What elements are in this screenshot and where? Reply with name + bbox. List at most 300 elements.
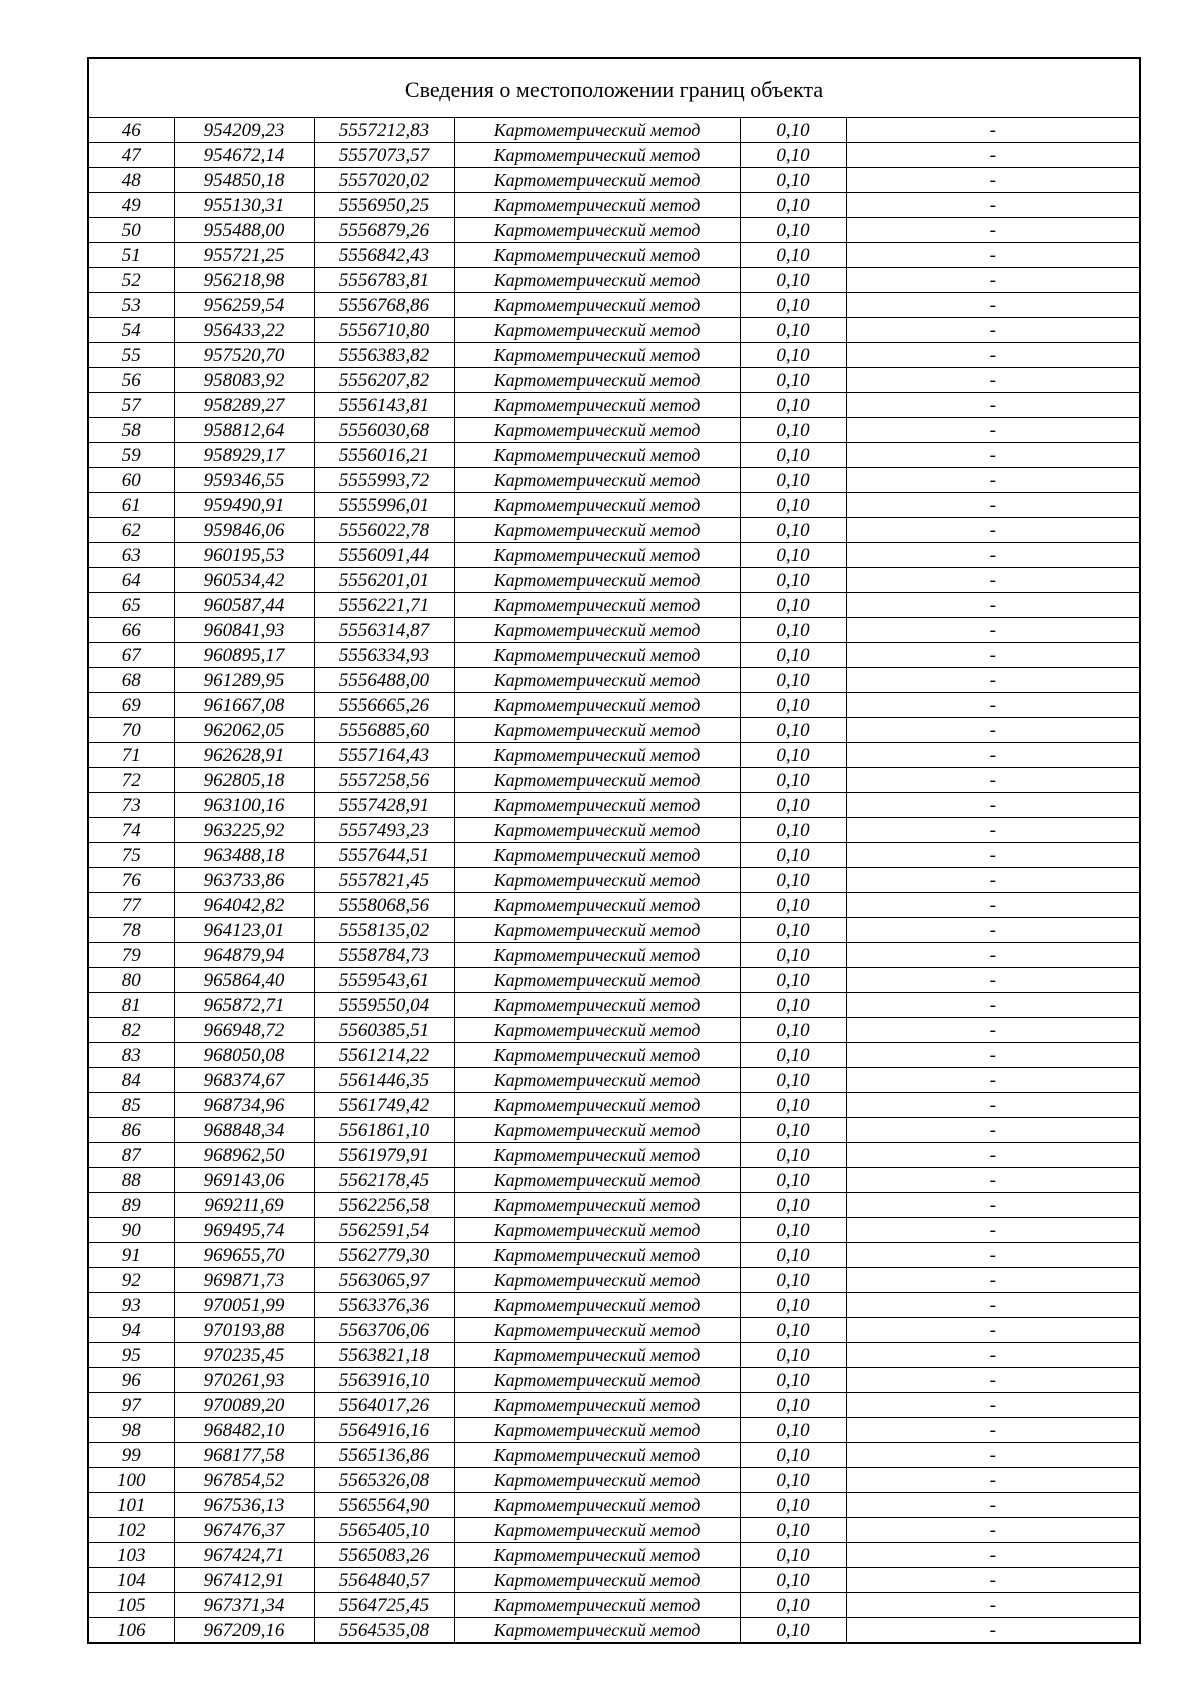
boundary-points-table bbox=[89, 118, 1139, 1642]
accuracy-cell: 0,10 bbox=[740, 718, 846, 743]
x-coordinate-cell: 963100,16 bbox=[174, 793, 314, 818]
table-row bbox=[89, 1268, 1139, 1293]
description-cell: - bbox=[846, 318, 1139, 343]
accuracy-cell: 0,10 bbox=[740, 1593, 846, 1618]
accuracy-cell: 0,10 bbox=[740, 943, 846, 968]
x-coordinate-cell: 964123,01 bbox=[174, 918, 314, 943]
table-row bbox=[89, 818, 1139, 843]
description-cell: - bbox=[846, 143, 1139, 168]
x-coordinate-cell: 960841,93 bbox=[174, 618, 314, 643]
method-cell: Картометрический метод bbox=[454, 1343, 740, 1368]
table-row bbox=[89, 1093, 1139, 1118]
method-cell: Картометрический метод bbox=[454, 868, 740, 893]
point-number-cell: 59 bbox=[89, 443, 174, 468]
accuracy-cell: 0,10 bbox=[740, 168, 846, 193]
description-cell: - bbox=[846, 118, 1139, 143]
description-cell: - bbox=[846, 743, 1139, 768]
y-coordinate-cell: 5565405,10 bbox=[314, 1518, 454, 1543]
method-cell: Картометрический метод bbox=[454, 1418, 740, 1443]
accuracy-cell: 0,10 bbox=[740, 743, 846, 768]
table-row bbox=[89, 793, 1139, 818]
table-body bbox=[89, 118, 1139, 1642]
method-cell: Картометрический метод bbox=[454, 518, 740, 543]
point-number-cell: 51 bbox=[89, 243, 174, 268]
description-cell: - bbox=[846, 893, 1139, 918]
point-number-cell: 49 bbox=[89, 193, 174, 218]
accuracy-cell: 0,10 bbox=[740, 993, 846, 1018]
method-cell: Картометрический метод bbox=[454, 943, 740, 968]
accuracy-cell: 0,10 bbox=[740, 1568, 846, 1593]
table-row bbox=[89, 1418, 1139, 1443]
description-cell: - bbox=[846, 443, 1139, 468]
accuracy-cell: 0,10 bbox=[740, 343, 846, 368]
x-coordinate-cell: 958929,17 bbox=[174, 443, 314, 468]
table-row bbox=[89, 1018, 1139, 1043]
method-cell: Картометрический метод bbox=[454, 1493, 740, 1518]
description-cell: - bbox=[846, 1018, 1139, 1043]
method-cell: Картометрический метод bbox=[454, 268, 740, 293]
accuracy-cell: 0,10 bbox=[740, 1418, 846, 1443]
x-coordinate-cell: 964042,82 bbox=[174, 893, 314, 918]
y-coordinate-cell: 5556221,71 bbox=[314, 593, 454, 618]
y-coordinate-cell: 5556030,68 bbox=[314, 418, 454, 443]
description-cell: - bbox=[846, 168, 1139, 193]
description-cell: - bbox=[846, 918, 1139, 943]
table-row bbox=[89, 1568, 1139, 1593]
point-number-cell: 55 bbox=[89, 343, 174, 368]
x-coordinate-cell: 962628,91 bbox=[174, 743, 314, 768]
point-number-cell: 101 bbox=[89, 1493, 174, 1518]
description-cell: - bbox=[846, 668, 1139, 693]
description-cell: - bbox=[846, 1543, 1139, 1568]
table-row bbox=[89, 468, 1139, 493]
description-cell: - bbox=[846, 1218, 1139, 1243]
method-cell: Картометрический метод bbox=[454, 1518, 740, 1543]
description-cell: - bbox=[846, 1293, 1139, 1318]
description-cell: - bbox=[846, 568, 1139, 593]
y-coordinate-cell: 5556710,80 bbox=[314, 318, 454, 343]
method-cell: Картометрический метод bbox=[454, 368, 740, 393]
table-row bbox=[89, 543, 1139, 568]
accuracy-cell: 0,10 bbox=[740, 818, 846, 843]
point-number-cell: 74 bbox=[89, 818, 174, 843]
y-coordinate-cell: 5558784,73 bbox=[314, 943, 454, 968]
point-number-cell: 63 bbox=[89, 543, 174, 568]
method-cell: Картометрический метод bbox=[454, 1243, 740, 1268]
x-coordinate-cell: 965872,71 bbox=[174, 993, 314, 1018]
point-number-cell: 88 bbox=[89, 1168, 174, 1193]
point-number-cell: 81 bbox=[89, 993, 174, 1018]
point-number-cell: 102 bbox=[89, 1518, 174, 1543]
point-number-cell: 65 bbox=[89, 593, 174, 618]
y-coordinate-cell: 5556143,81 bbox=[314, 393, 454, 418]
x-coordinate-cell: 958289,27 bbox=[174, 393, 314, 418]
method-cell: Картометрический метод bbox=[454, 618, 740, 643]
point-number-cell: 68 bbox=[89, 668, 174, 693]
y-coordinate-cell: 5557164,43 bbox=[314, 743, 454, 768]
point-number-cell: 52 bbox=[89, 268, 174, 293]
accuracy-cell: 0,10 bbox=[740, 1068, 846, 1093]
x-coordinate-cell: 962062,05 bbox=[174, 718, 314, 743]
y-coordinate-cell: 5557821,45 bbox=[314, 868, 454, 893]
table-row bbox=[89, 1318, 1139, 1343]
method-cell: Картометрический метод bbox=[454, 293, 740, 318]
description-cell: - bbox=[846, 1493, 1139, 1518]
accuracy-cell: 0,10 bbox=[740, 1518, 846, 1543]
point-number-cell: 69 bbox=[89, 693, 174, 718]
table-row bbox=[89, 143, 1139, 168]
point-number-cell: 103 bbox=[89, 1543, 174, 1568]
description-cell: - bbox=[846, 1193, 1139, 1218]
method-cell: Картометрический метод bbox=[454, 1593, 740, 1618]
accuracy-cell: 0,10 bbox=[740, 1543, 846, 1568]
y-coordinate-cell: 5558135,02 bbox=[314, 918, 454, 943]
point-number-cell: 97 bbox=[89, 1393, 174, 1418]
table-row bbox=[89, 618, 1139, 643]
x-coordinate-cell: 969871,73 bbox=[174, 1268, 314, 1293]
x-coordinate-cell: 967476,37 bbox=[174, 1518, 314, 1543]
accuracy-cell: 0,10 bbox=[740, 1043, 846, 1068]
x-coordinate-cell: 955130,31 bbox=[174, 193, 314, 218]
accuracy-cell: 0,10 bbox=[740, 1393, 846, 1418]
accuracy-cell: 0,10 bbox=[740, 1243, 846, 1268]
method-cell: Картометрический метод bbox=[454, 693, 740, 718]
table-row bbox=[89, 293, 1139, 318]
y-coordinate-cell: 5564840,57 bbox=[314, 1568, 454, 1593]
accuracy-cell: 0,10 bbox=[740, 1493, 846, 1518]
method-cell: Картометрический метод bbox=[454, 1093, 740, 1118]
x-coordinate-cell: 968177,58 bbox=[174, 1443, 314, 1468]
point-number-cell: 47 bbox=[89, 143, 174, 168]
x-coordinate-cell: 959490,91 bbox=[174, 493, 314, 518]
description-cell: - bbox=[846, 1343, 1139, 1368]
accuracy-cell: 0,10 bbox=[740, 768, 846, 793]
point-number-cell: 60 bbox=[89, 468, 174, 493]
method-cell: Картометрический метод bbox=[454, 1193, 740, 1218]
y-coordinate-cell: 5556783,81 bbox=[314, 268, 454, 293]
accuracy-cell: 0,10 bbox=[740, 143, 846, 168]
table-row bbox=[89, 668, 1139, 693]
point-number-cell: 82 bbox=[89, 1018, 174, 1043]
x-coordinate-cell: 958083,92 bbox=[174, 368, 314, 393]
y-coordinate-cell: 5555996,01 bbox=[314, 493, 454, 518]
x-coordinate-cell: 969655,70 bbox=[174, 1243, 314, 1268]
x-coordinate-cell: 966948,72 bbox=[174, 1018, 314, 1043]
description-cell: - bbox=[846, 1418, 1139, 1443]
table-row bbox=[89, 1068, 1139, 1093]
y-coordinate-cell: 5557212,83 bbox=[314, 118, 454, 143]
method-cell: Картометрический метод bbox=[454, 1143, 740, 1168]
description-cell: - bbox=[846, 193, 1139, 218]
description-cell: - bbox=[846, 618, 1139, 643]
accuracy-cell: 0,10 bbox=[740, 893, 846, 918]
accuracy-cell: 0,10 bbox=[740, 1368, 846, 1393]
x-coordinate-cell: 968050,08 bbox=[174, 1043, 314, 1068]
description-cell: - bbox=[989, 1619, 996, 1641]
description-cell: - bbox=[846, 1168, 1139, 1193]
method-cell: Картометрический метод bbox=[454, 143, 740, 168]
accuracy-cell: 0,10 bbox=[740, 193, 846, 218]
accuracy-cell: 0,10 bbox=[740, 1168, 846, 1193]
description-cell: - bbox=[846, 793, 1139, 818]
table-row bbox=[89, 193, 1139, 218]
table-row bbox=[89, 118, 1139, 143]
description-cell: - bbox=[846, 818, 1139, 843]
method-cell: Картометрический метод bbox=[454, 1543, 740, 1568]
y-coordinate-cell: 5556665,26 bbox=[314, 693, 454, 718]
x-coordinate-cell: 954672,14 bbox=[174, 143, 314, 168]
y-coordinate-cell: 5556885,60 bbox=[314, 718, 454, 743]
method-cell: Картометрический метод bbox=[454, 643, 740, 668]
x-coordinate-cell: 958812,64 bbox=[174, 418, 314, 443]
x-coordinate-cell: 967424,71 bbox=[174, 1543, 314, 1568]
method-cell: Картометрический метод bbox=[454, 118, 740, 143]
point-number-cell: 100 bbox=[89, 1468, 174, 1493]
y-coordinate-cell: 5562178,45 bbox=[314, 1168, 454, 1193]
x-coordinate-cell: 967371,34 bbox=[174, 1593, 314, 1618]
table-title: Сведения о местоположении границ объекта bbox=[89, 59, 1139, 118]
point-number-cell: 57 bbox=[89, 393, 174, 418]
accuracy-cell: 0,10 bbox=[740, 318, 846, 343]
method-cell: Картометрический метод bbox=[454, 418, 740, 443]
description-cell: - bbox=[846, 1093, 1139, 1118]
y-coordinate-cell: 5563916,10 bbox=[314, 1368, 454, 1393]
description-cell: - bbox=[846, 843, 1139, 868]
x-coordinate-cell: 963225,92 bbox=[174, 818, 314, 843]
y-coordinate-cell: 5562779,30 bbox=[314, 1243, 454, 1268]
description-cell: - bbox=[846, 218, 1139, 243]
accuracy-cell: 0,10 bbox=[740, 693, 846, 718]
accuracy-cell: 0,10 bbox=[740, 293, 846, 318]
method-cell: Картометрический метод bbox=[454, 1443, 740, 1468]
point-number-cell: 70 bbox=[89, 718, 174, 743]
accuracy-cell: 0,10 bbox=[740, 593, 846, 618]
accuracy-cell: 0,10 bbox=[740, 468, 846, 493]
method-cell: Картометрический метод bbox=[454, 768, 740, 793]
point-number-cell: 46 bbox=[89, 118, 174, 143]
method-cell: Картометрический метод bbox=[454, 918, 740, 943]
point-number-cell: 86 bbox=[89, 1118, 174, 1143]
point-number-cell: 53 bbox=[89, 293, 174, 318]
x-coordinate-cell: 967854,52 bbox=[174, 1468, 314, 1493]
x-coordinate-cell: 964879,94 bbox=[174, 943, 314, 968]
x-coordinate-cell: 968962,50 bbox=[174, 1143, 314, 1168]
point-number-cell: 80 bbox=[89, 968, 174, 993]
table-row bbox=[89, 343, 1139, 368]
y-coordinate-cell: 5563706,06 bbox=[314, 1318, 454, 1343]
table-row bbox=[89, 1193, 1139, 1218]
boundary-table-sheet bbox=[87, 57, 1141, 1644]
x-coordinate-cell: 970051,99 bbox=[174, 1293, 314, 1318]
x-coordinate-cell: 969495,74 bbox=[174, 1218, 314, 1243]
y-coordinate-cell: 5564916,16 bbox=[314, 1418, 454, 1443]
y-coordinate-cell: 5558068,56 bbox=[314, 893, 454, 918]
point-number-cell: 77 bbox=[89, 893, 174, 918]
x-coordinate-cell: 957520,70 bbox=[174, 343, 314, 368]
accuracy-cell: 0,10 bbox=[740, 918, 846, 943]
table-row bbox=[89, 243, 1139, 268]
description-cell: - bbox=[846, 1318, 1139, 1343]
table-row bbox=[89, 1443, 1139, 1468]
method-cell: Картометрический метод bbox=[454, 568, 740, 593]
description-cell: - bbox=[846, 993, 1139, 1018]
x-coordinate-cell: 968374,67 bbox=[174, 1068, 314, 1093]
table-row bbox=[89, 943, 1139, 968]
point-number-cell: 56 bbox=[89, 368, 174, 393]
point-number-cell: 106 bbox=[89, 1618, 174, 1643]
method-cell: Картометрический метод bbox=[454, 668, 740, 693]
y-coordinate-cell: 5561749,42 bbox=[314, 1093, 454, 1118]
description-cell: - bbox=[846, 493, 1139, 518]
y-coordinate-cell: 5556383,82 bbox=[314, 343, 454, 368]
point-number-cell: 79 bbox=[89, 943, 174, 968]
table-row bbox=[89, 918, 1139, 943]
y-coordinate-cell: 5559543,61 bbox=[314, 968, 454, 993]
y-coordinate-cell: 5556768,86 bbox=[314, 293, 454, 318]
accuracy-cell: 0,10 bbox=[740, 218, 846, 243]
x-coordinate-cell: 954850,18 bbox=[174, 168, 314, 193]
accuracy-cell: 0,10 bbox=[740, 643, 846, 668]
method-cell: Картометрический метод bbox=[454, 1118, 740, 1143]
y-coordinate-cell: 5556016,21 bbox=[314, 443, 454, 468]
x-coordinate-cell: 955488,00 bbox=[174, 218, 314, 243]
x-coordinate-cell: 965864,40 bbox=[174, 968, 314, 993]
y-coordinate-cell: 5556334,93 bbox=[314, 643, 454, 668]
y-coordinate-cell: 5562591,54 bbox=[314, 1218, 454, 1243]
description-cell: - bbox=[846, 1043, 1139, 1068]
point-number-cell: 73 bbox=[89, 793, 174, 818]
table-row bbox=[89, 693, 1139, 718]
y-coordinate-cell: 5564725,45 bbox=[314, 1593, 454, 1618]
y-coordinate-cell: 5565083,26 bbox=[314, 1543, 454, 1568]
x-coordinate-cell: 963488,18 bbox=[174, 843, 314, 868]
description-cell: - bbox=[846, 1518, 1139, 1543]
point-number-cell: 93 bbox=[89, 1293, 174, 1318]
description-cell: - bbox=[846, 343, 1139, 368]
description-cell: - bbox=[846, 593, 1139, 618]
method-cell: Картометрический метод bbox=[454, 1018, 740, 1043]
accuracy-cell: 0,10 bbox=[740, 968, 846, 993]
point-number-cell: 75 bbox=[89, 843, 174, 868]
table-row bbox=[89, 493, 1139, 518]
y-coordinate-cell: 5556207,82 bbox=[314, 368, 454, 393]
table-row bbox=[89, 1218, 1139, 1243]
description-cell: - bbox=[846, 368, 1139, 393]
point-number-cell: 64 bbox=[89, 568, 174, 593]
y-coordinate-cell: 5563821,18 bbox=[314, 1343, 454, 1368]
x-coordinate-cell: 967209,16 bbox=[174, 1618, 314, 1643]
accuracy-cell: 0,10 bbox=[740, 118, 846, 143]
method-cell: Картометрический метод bbox=[454, 893, 740, 918]
point-number-cell: 87 bbox=[89, 1143, 174, 1168]
table-row bbox=[89, 743, 1139, 768]
accuracy-cell: 0,10 bbox=[740, 1118, 846, 1143]
y-coordinate-cell: 5565564,90 bbox=[314, 1493, 454, 1518]
method-cell: Картометрический метод bbox=[454, 543, 740, 568]
y-coordinate-cell: 5557020,02 bbox=[314, 168, 454, 193]
accuracy-cell: 0,10 bbox=[740, 668, 846, 693]
accuracy-cell: 0,10 bbox=[740, 618, 846, 643]
accuracy-cell: 0,10 bbox=[740, 243, 846, 268]
x-coordinate-cell: 968848,34 bbox=[174, 1118, 314, 1143]
table-row bbox=[89, 1468, 1139, 1493]
accuracy-cell: 0,10 bbox=[740, 843, 846, 868]
accuracy-cell: 0,10 bbox=[740, 518, 846, 543]
description-cell: - bbox=[846, 768, 1139, 793]
y-coordinate-cell: 5564017,26 bbox=[314, 1393, 454, 1418]
y-coordinate-cell: 5561446,35 bbox=[314, 1068, 454, 1093]
table-row bbox=[89, 993, 1139, 1018]
y-coordinate-cell: 5556091,44 bbox=[314, 543, 454, 568]
point-number-cell: 54 bbox=[89, 318, 174, 343]
method-cell: Картометрический метод bbox=[454, 318, 740, 343]
accuracy-cell: 0,10 bbox=[740, 1268, 846, 1293]
table-row bbox=[89, 1168, 1139, 1193]
x-coordinate-cell: 959846,06 bbox=[174, 518, 314, 543]
point-number-cell: 66 bbox=[89, 618, 174, 643]
point-number-cell: 85 bbox=[89, 1093, 174, 1118]
accuracy-cell: 0,10 bbox=[740, 493, 846, 518]
method-cell: Картометрический метод bbox=[454, 793, 740, 818]
table-row bbox=[89, 1293, 1139, 1318]
table-row bbox=[89, 1393, 1139, 1418]
y-coordinate-cell: 5556950,25 bbox=[314, 193, 454, 218]
description-cell: - bbox=[846, 1368, 1139, 1393]
method-cell: Картометрический метод bbox=[454, 193, 740, 218]
point-number-cell: 94 bbox=[89, 1318, 174, 1343]
y-coordinate-cell: 5560385,51 bbox=[314, 1018, 454, 1043]
description-cell: - bbox=[846, 468, 1139, 493]
point-number-cell: 76 bbox=[89, 868, 174, 893]
description-cell: - bbox=[846, 1568, 1139, 1593]
description-cell: - bbox=[846, 1068, 1139, 1093]
description-cell: - bbox=[846, 718, 1139, 743]
table-row bbox=[89, 593, 1139, 618]
table-row bbox=[89, 318, 1139, 343]
description-cell: - bbox=[846, 293, 1139, 318]
description-cell: - bbox=[846, 393, 1139, 418]
table-row bbox=[89, 1118, 1139, 1143]
x-coordinate-cell: 956259,54 bbox=[174, 293, 314, 318]
point-number-cell: 48 bbox=[89, 168, 174, 193]
x-coordinate-cell: 961667,08 bbox=[174, 693, 314, 718]
method-cell: Картометрический метод bbox=[454, 343, 740, 368]
x-coordinate-cell: 970235,45 bbox=[174, 1343, 314, 1368]
x-coordinate-cell: 969143,06 bbox=[174, 1168, 314, 1193]
point-number-cell: 98 bbox=[89, 1418, 174, 1443]
y-coordinate-cell: 5559550,04 bbox=[314, 993, 454, 1018]
y-coordinate-cell: 5557644,51 bbox=[314, 843, 454, 868]
method-cell: Картометрический метод bbox=[454, 1068, 740, 1093]
accuracy-cell: 0,10 bbox=[740, 1443, 846, 1468]
y-coordinate-cell: 5557493,23 bbox=[314, 818, 454, 843]
x-coordinate-cell: 960895,17 bbox=[174, 643, 314, 668]
y-coordinate-cell: 5565136,86 bbox=[314, 1443, 454, 1468]
method-cell: Картометрический метод bbox=[454, 1218, 740, 1243]
y-coordinate-cell: 5562256,58 bbox=[314, 1193, 454, 1218]
description-cell: - bbox=[846, 968, 1139, 993]
table-row bbox=[89, 368, 1139, 393]
table-row bbox=[89, 1243, 1139, 1268]
table-row bbox=[89, 1543, 1139, 1568]
y-coordinate-cell: 5561214,22 bbox=[314, 1043, 454, 1068]
description-cell: - bbox=[846, 268, 1139, 293]
method-cell: Картометрический метод bbox=[454, 1293, 740, 1318]
method-cell: Картометрический метод bbox=[454, 718, 740, 743]
table-row bbox=[89, 218, 1139, 243]
description-cell: - bbox=[846, 1143, 1139, 1168]
point-number-cell: 84 bbox=[89, 1068, 174, 1093]
